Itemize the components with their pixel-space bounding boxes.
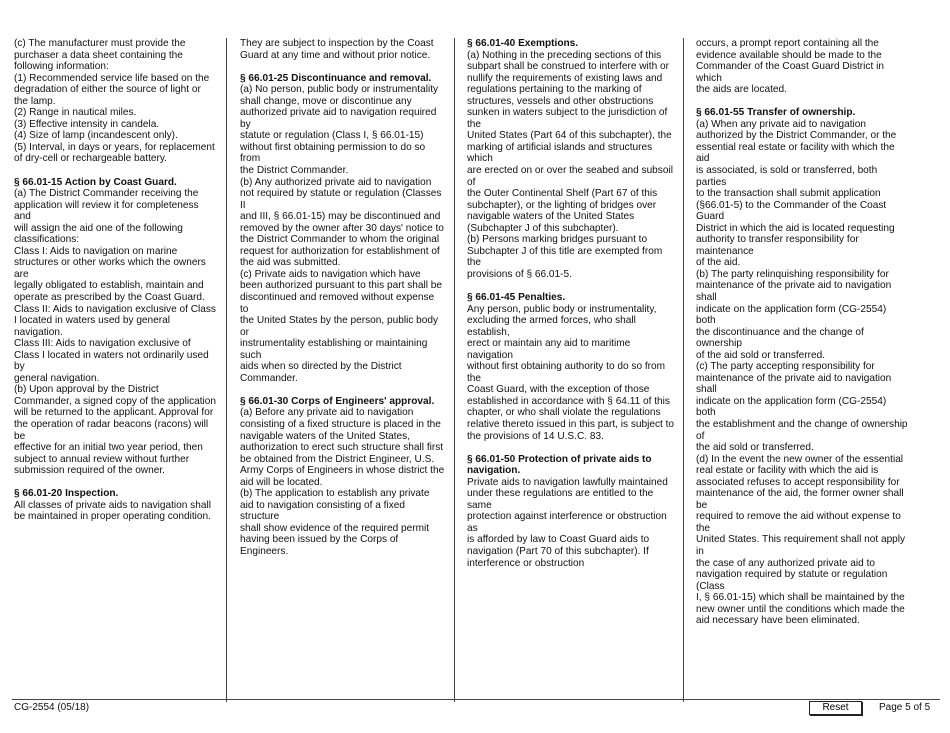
section-heading: § 66.01-30 Corps of Engineers' approval. [240,395,435,407]
column-divider-2 [454,38,455,702]
paragraph: They are subject to inspection by the Coast Guard at any time and without prior notice. [240,38,434,61]
paragraph: (b) The application to establish any private aid to navigation consisting of a fixed structure shall show evidence of the required permit having been issued by the Corps of Engineers. [240,488,430,557]
section-heading: § 66.01-20 Inspection. [14,488,119,500]
section-heading: § 66.01-25 Discontinuance and removal. [240,72,432,84]
paragraph: (d) In the event the new owner of the essential real estate or facility with which the aid is associated refuses to accept responsibility for maintenance of the aid, the former owner shall be required to remove the aid without expense to the United States. This requirement shall not apply in the case of any authorized private aid to navigation required by statute or regulation (Class I, § 66.01-15) which shall be maintained by the new owner until the conditions which made the aid necessary have been eliminated. [696,453,906,627]
paragraph: (c) Private aids to navigation which have been authorized pursuant to this part shall be discontinued and removed without expense to the United States by the person, public body or instrumentality establishing or maintaining such aids when so directed by the District Commander. [240,268,443,384]
column-divider-3 [683,38,684,702]
column-divider-1 [226,38,227,702]
paragraph: (b) The party relinquishing responsibility for maintenance of the private aid to navigation shall indicate on the application form (CG-2554) both the discontinuance and the change of ownership of the aid sold or transferred. [696,268,892,361]
paragraph: Class II: Aids to navigation exclusive of Class I located in waters used by general navigation. [14,303,216,338]
paragraph: Private aids to navigation lawfully maintained under these regulations are entitled to the same protection against interference or obstruction as is afforded by law to Coast Guard aids to navigation (Part 70 of this subchapter). If interference or obstruction [467,476,668,569]
reset-button[interactable]: Reset [809,701,862,715]
paragraph: (c) The manufacturer must provide the purchaser a data sheet containing the following information: [14,38,186,73]
paragraph: (c) The party accepting responsibility for maintenance of the private aid to navigation shall indicate on the application form (CG-2554) both the establishment and the change of ownership of the aid sold or transferred. [696,361,908,454]
paragraph: (a) The District Commander receiving the application will review it for completeness and will assign the aid one of the following classifications: [14,188,199,246]
paragraph: (a) No person, public body or instrumentality shall change, move or discontinue any authorized private aid to navigation required by statute or regulation (Class I, § 66.01-15) without first obtaining permission to do so from the District Commander. [240,84,439,176]
section-heading: § 66.01-45 Penalties. [467,291,566,303]
list-item: (1) Recommended service life based on the degradation of either the source of light or the lamp. [14,72,210,107]
paragraph: (b) Persons marking bridges pursuant to Subchapter J of this title are exempted from the provisions of § 66.01-5. [467,234,663,280]
paragraph: occurs, a prompt report containing all the evidence available should be made to the Commander of the Coast Guard District in which the aids are located. [696,38,884,96]
text-column-2 [240,38,445,700]
section-heading: § 66.01-55 Transfer of ownership. [696,107,856,119]
form-number: CG-2554 (05/18) [14,702,90,713]
list-item: (2) Range in nautical miles. [14,107,137,119]
text-column-4 [696,38,908,700]
section-heading: § 66.01-50 Protection of private aids to navigation. [467,453,652,477]
list-item: (3) Effective intensity in candela. [14,118,160,130]
paragraph: (a) Before any private aid to navigation consisting of a fixed structure is placed in the navigable waters of the United States, authorization to erect such structure shall first be obtained from the District Engineer, U.S. Army Corps of Engineers in whose district the aid will be located. [240,407,445,488]
section-heading: § 66.01-15 Action by Coast Guard. [14,176,177,188]
paragraph: (a) Nothing in the preceding sections of this subpart shall be construed to interfere with or nullify the requirements of existing laws and regulations pertaining to the marking of structures, vessels and other obstructions sunken in waters subject to the jurisdiction of the United States (Part 64 of this subchapter), the marking of artificial islands and structures which are erected on or over the seabed and subsoil of the Outer Continental Shelf (Part 67 of this subchapter), or the lighting of bridges over navigable waters of the United States (Subchapter J of this subchapter). [467,49,673,234]
paragraph: All classes of private aids to navigation shall be maintained in proper operating condition. [14,499,211,523]
paragraph: (b) Upon approval by the District Commander, a signed copy of the application will be returned to the applicant. Approval for the operation of radar beacons (racons) will be effective for an initial two year period, then subject to annual review without further submission required of the owner. [14,384,216,477]
page-number: Page 5 of 5 [879,702,931,713]
paragraph: Any person, public body or instrumentality, excluding the armed forces, who shall establish, erect or maintain any aid to maritime navigation without first obtaining authority to do so from the Coast Guard, with the exception of those established in accordance with § 64.11 of this chapter, or who shall violate the regulations relative thereto issued in this part, is subject to the provisions of 14 U.S.C. 83. [467,303,675,442]
section-heading: § 66.01-40 Exemptions. [467,38,579,49]
paragraph: Class III: Aids to navigation exclusive of Class I located in waters not ordinarily used by general navigation. [14,338,209,384]
paragraph: Class I: Aids to navigation on marine structures or other works which the owners are legally obligated to establish, maintain and operate as prescribed by the Coast Guard. [14,245,206,303]
list-item: (5) Interval, in days or years, for replacement of dry-cell or rechargeable battery. [14,141,215,165]
paragraph: (a) When any private aid to navigation authorized by the District Commander, or the essential real estate or facility with which the aid is associated, is sold or transferred, both parties to the transaction shall submit application (§66.01-5) to the Commander of the Coast Guard District in which the aid is located requesting authority to transfer responsibility for maintenance of the aid. [696,118,897,269]
text-column-1 [14,38,217,700]
text-column-3 [467,38,675,700]
paragraph: (b) Any authorized private aid to navigation not required by statute or regulation (Classes II and III, § 66.01-15) may be discontinued and removed by the owner after 30 days' notice to the District Commander to whom the original request for authorization for establishment of the aid was submitted. [240,176,444,269]
list-item: (4) Size of lamp (incandescent only). [14,130,178,142]
